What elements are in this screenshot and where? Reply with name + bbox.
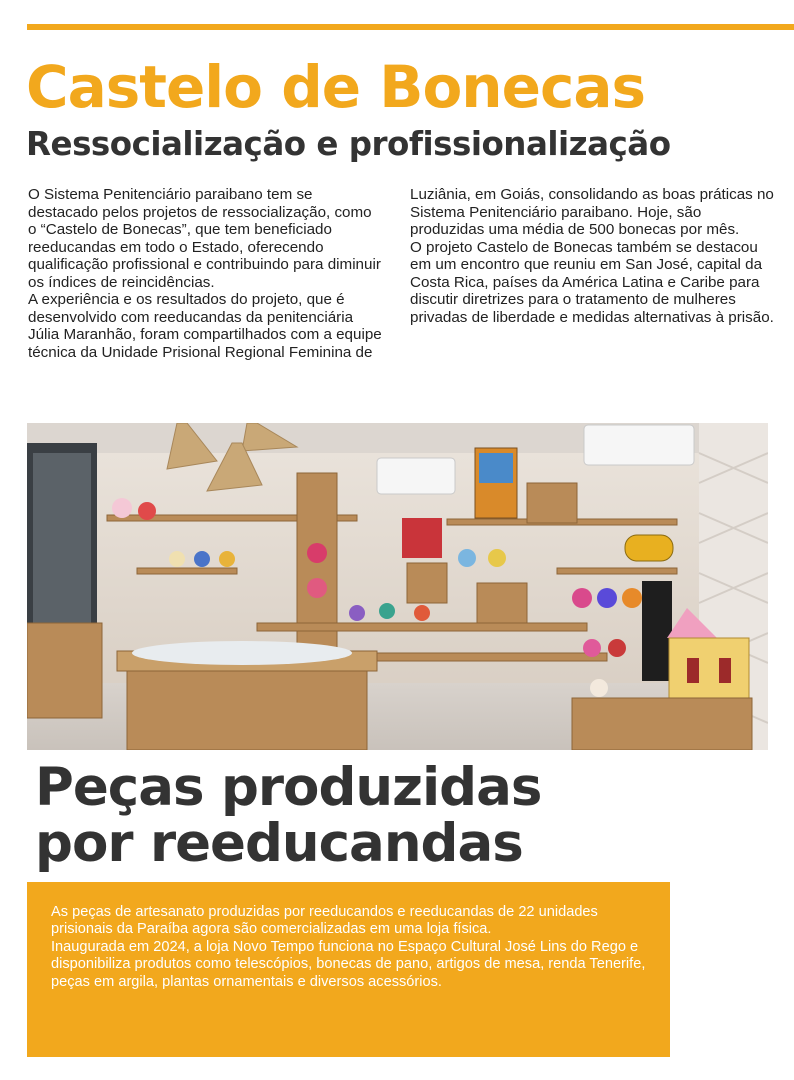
box-paragraph: As peças de artesanato produzidas por reeducandos e reeducandas de 22 unidades prisionais da Paraíba agora são comercializadas em uma loja física. [51, 904, 598, 938]
body-paragraph: O projeto Castelo de Bonecas também se destacou em um encontro que reuniu em San José, capital da Costa Rica, países da América Latina e Caribe para discutir diretrizes para o tratamento de mulheres privadas de liberdade e medidas alternativas à prisão. [410, 238, 774, 326]
section-heading-line1: Peças produzidas [35, 757, 542, 818]
highlight-box [27, 882, 670, 1057]
body-paragraph: Luziânia, em Goiás, consolidando as boas práticas no Sistema Penitenciário paraibano. Hoje, são produzidas uma média de 500 bonecas por mês. [410, 186, 774, 238]
body-paragraph: A experiência e os resultados do projeto, que é desenvolvido com reeducandas da penitenciária Júlia Maranhão, foram compartilhados com a equipe técnica da Unidade Prisional Regional Feminina de [28, 291, 382, 361]
store-interior-photo [27, 423, 768, 750]
body-column-right [410, 186, 775, 326]
body-column-left [28, 186, 383, 361]
section-heading-line2: por reeducandas [35, 813, 523, 874]
top-accent-rule [27, 24, 794, 30]
box-paragraph: Inaugurada em 2024, a loja Novo Tempo funciona no Espaço Cultural José Lins do Rego e disponibiliza produtos como telescópios, bonecas de pano, artigos de mesa, renda Tenerife, peças em argila, plantas ornamentais e diversos acessórios. [51, 938, 646, 990]
article-title: Castelo de Bonecas [26, 53, 645, 121]
body-paragraph: O Sistema Penitenciário paraibano tem se destacado pelos projetos de ressocialização, como o “Castelo de Bonecas”, que tem beneficiado reeducandas em todo o Estado, oferecendo qualificação profissional e contribuindo para diminuir os índices de reincidências. [28, 186, 381, 291]
article-subtitle: Ressocialização e profissionalização [26, 125, 671, 163]
section-heading [35, 757, 542, 874]
